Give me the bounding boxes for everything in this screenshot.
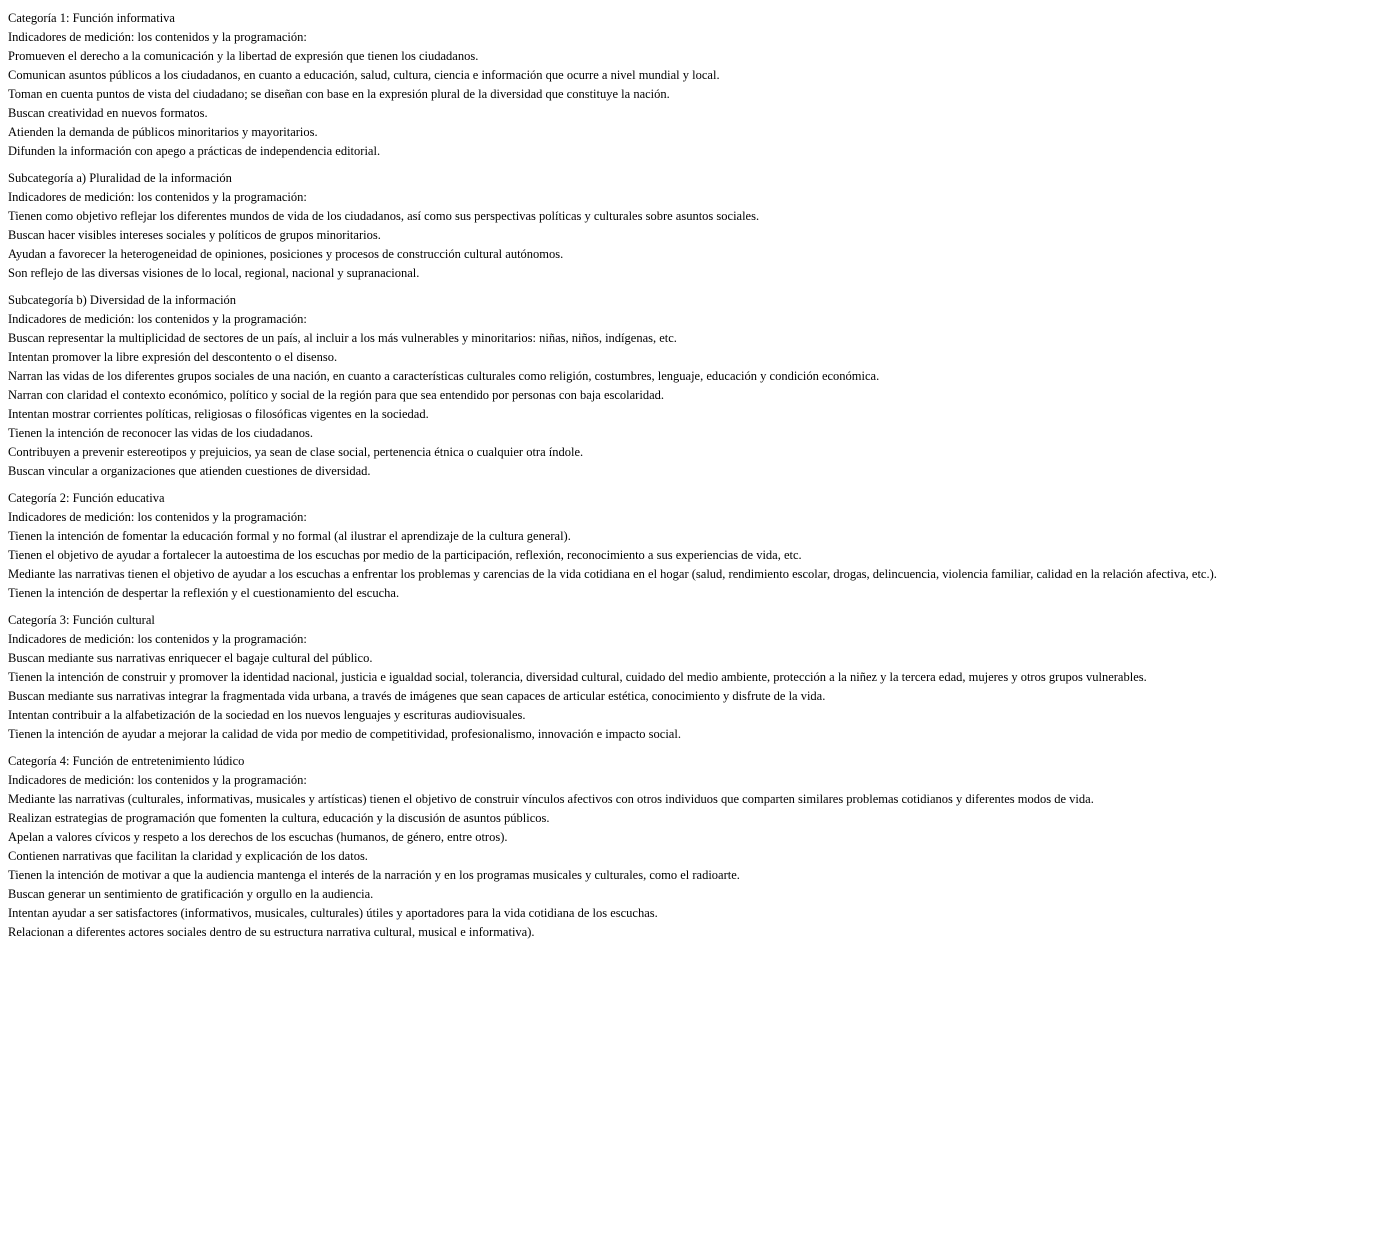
list-item: Relacionan a diferentes actores sociales dentro de su estructura narrativa cultural, musical e informativa). [8,925,535,939]
section-title: Categoría 1: Función informativa [8,11,175,25]
list-item: Buscan hacer visibles intereses sociales y políticos de grupos minoritarios. [8,228,381,242]
list-item: Tienen la intención de reconocer las vidas de los ciudadanos. [8,426,314,440]
section-intro: Indicadores de medición: los contenidos y la programación: [8,30,307,44]
list-item: Intentan ayudar a ser satisfactores (informativos, musicales, culturales) útiles y aportadores para la vida cotidiana de los escuchas. [8,906,658,920]
list-item: Buscan creatividad en nuevos formatos. [8,106,208,120]
section-categoria-1 [8,9,1369,161]
list-item: Buscan representar la multiplicidad de sectores de un país, al incluir a los más vulnerables y minoritarios: niñas, niños, indígenas, etc. [8,331,677,345]
list-item: Toman en cuenta puntos de vista del ciudadano; se diseñan con base en la expresión plural de la diversidad que constituye la nación. [8,87,670,101]
list-item: Buscan mediante sus narrativas integrar la fragmentada vida urbana, a través de imágenes que sean capaces de articular estética, conocimiento y disfrute de la vida. [8,689,826,703]
section-intro: Indicadores de medición: los contenidos y la programación: [8,510,307,524]
list-item: Intentan contribuir a la alfabetización de la sociedad en los nuevos lenguajes y escrituras audiovisuales. [8,708,526,722]
section-title: Categoría 3: Función cultural [8,613,155,627]
section-title: Subcategoría b) Diversidad de la información [8,293,237,307]
list-item: Buscan vincular a organizaciones que atienden cuestiones de diversidad. [8,464,371,478]
list-item: Contienen narrativas que facilitan la claridad y explicación de los datos. [8,849,368,863]
section-subcategoria-a [8,169,1369,283]
list-item: Tienen la intención de motivar a que la audiencia mantenga el interés de la narración y en los programas musicales y culturales, como el radioarte. [8,868,740,882]
list-item: Contribuyen a prevenir estereotipos y prejuicios, ya sean de clase social, pertenencia étnica o cualquier otra índole. [8,445,584,459]
section-title: Categoría 2: Función educativa [8,491,165,505]
list-item: Atienden la demanda de públicos minoritarios y mayoritarios. [8,125,318,139]
list-item: Tienen el objetivo de ayudar a fortalecer la autoestima de los escuchas por medio de la participación, reflexión, reconocimiento a sus experiencias de vida, etc. [8,548,802,562]
section-intro: Indicadores de medición: los contenidos y la programación: [8,190,307,204]
list-item: Ayudan a favorecer la heterogeneidad de opiniones, posiciones y procesos de construcción cultural autónomos. [8,247,564,261]
list-item: Apelan a valores cívicos y respeto a los derechos de los escuchas (humanos, de género, entre otros). [8,830,508,844]
list-item: Narran las vidas de los diferentes grupos sociales de una nación, en cuanto a características culturales como religión, costumbres, lenguaje, educación y condición económica. [8,369,880,383]
section-title: Subcategoría a) Pluralidad de la información [8,171,232,185]
list-item: Tienen la intención de ayudar a mejorar la calidad de vida por medio de competitividad, profesionalismo, innovación e impacto social. [8,727,681,741]
list-item: Mediante las narrativas tienen el objetivo de ayudar a los escuchas a enfrentar los problemas y carencias de la vida cotidiana en el hogar (salud, rendimiento escolar, drogas, delincuencia, violencia familiar, calidad en la relación afectiva, etc.). [8,567,1217,581]
list-item: Narran con claridad el contexto económico, político y social de la región para que sea entendido por personas con baja escolaridad. [8,388,664,402]
list-item: Son reflejo de las diversas visiones de lo local, regional, nacional y supranacional. [8,266,420,280]
list-item: Mediante las narrativas (culturales, informativas, musicales y artísticas) tienen el objetivo de construir vínculos afectivos con otros individuos que comparten similares problemas cotidianos y diferentes modos de vida. [8,792,1094,806]
list-item: Promueven el derecho a la comunicación y la libertad de expresión que tienen los ciudadanos. [8,49,479,63]
list-item: Tienen la intención de despertar la reflexión y el cuestionamiento del escucha. [8,586,400,600]
list-item: Tienen la intención de fomentar la educación formal y no formal (al ilustrar el aprendizaje de la cultura general). [8,529,571,543]
section-categoria-3 [8,611,1369,744]
list-item: Buscan generar un sentimiento de gratificación y orgullo en la audiencia. [8,887,374,901]
list-item: Buscan mediante sus narrativas enriquecer el bagaje cultural del público. [8,651,373,665]
list-item: Intentan mostrar corrientes políticas, religiosas o filosóficas vigentes en la sociedad. [8,407,429,421]
list-item: Difunden la información con apego a prácticas de independencia editorial. [8,144,381,158]
section-categoria-2 [8,489,1369,603]
section-intro: Indicadores de medición: los contenidos y la programación: [8,632,307,646]
list-item: Comunican asuntos públicos a los ciudadanos, en cuanto a educación, salud, cultura, ciencia e información que ocurre a nivel mundial y local. [8,68,720,82]
section-subcategoria-b [8,291,1369,481]
list-item: Tienen la intención de construir y promover la identidad nacional, justicia e igualdad social, tolerancia, diversidad cultural, cuidado del medio ambiente, protección a la niñez y la tercera edad, mujeres y otros grupos vulnerables. [8,670,1147,684]
section-intro: Indicadores de medición: los contenidos y la programación: [8,773,307,787]
section-title: Categoría 4: Función de entretenimiento lúdico [8,754,245,768]
list-item: Tienen como objetivo reflejar los diferentes mundos de vida de los ciudadanos, así como sus perspectivas políticas y culturales sobre asuntos sociales. [8,209,760,223]
list-item: Realizan estrategias de programación que fomenten la cultura, educación y la discusión de asuntos públicos. [8,811,550,825]
section-categoria-4 [8,752,1369,942]
document-body [8,9,1369,950]
section-intro: Indicadores de medición: los contenidos y la programación: [8,312,307,326]
list-item: Intentan promover la libre expresión del descontento o el disenso. [8,350,338,364]
